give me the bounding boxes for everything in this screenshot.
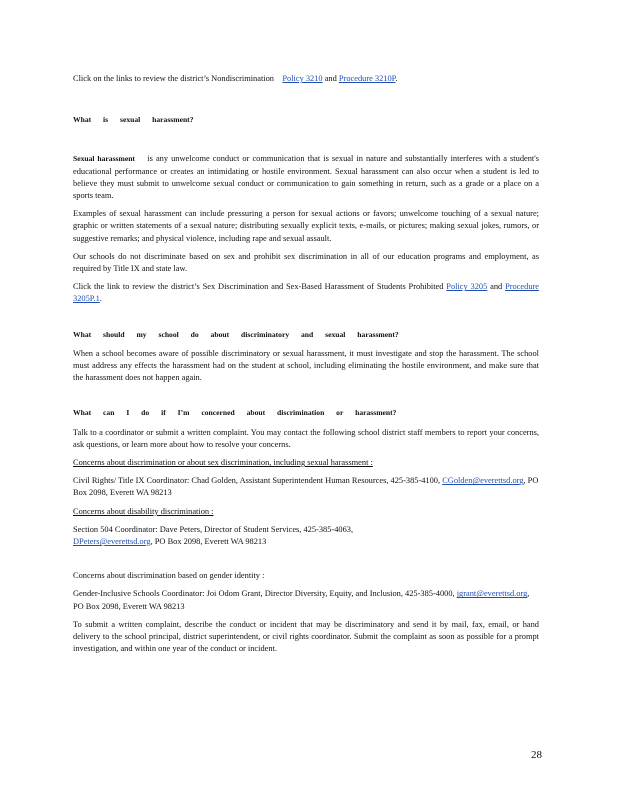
term-sexual-harassment: Sexual harassment [73, 154, 135, 164]
paragraph-sexual-harassment-definition: Sexual harassment is any unwelcome conduct or communication that is sexual in nature and substantially interferes with a student's educational performance or creates an intimidating or hostile environment. Sexual harassment can also occur when a student is led to believe they must submit to unwelcome sexual conduct or communication to gain something in return, such as a grade or a place on a sports team. [73, 154, 540, 201]
subheading-gender-identity: Concerns about discrimination based on gender identity : [73, 571, 265, 581]
paragraph-examples: Examples of sexual harassment can include pressuring a person for sexual actions or favors; unwelcome touching of a sexual nature; graphic or written statements of a sexual nature; distributing sexually explicit texts, e-mails, or pictures; making sexual jokes, rumors, or suggestive remarks; and physical violence, including rape and sexual assault. [73, 209, 539, 243]
paragraph-nondiscrimination: Our schools do not discriminate based on sex and prohibit sex discrimination in all of our education programs and employment, as required by Title IX and state law. [73, 251, 539, 274]
page-number: 28 [531, 749, 542, 761]
jgrant-email-link[interactable]: jgrant@everettsd.org [456, 589, 528, 599]
cgolden-email-link[interactable]: CGolden@everettsd.org [442, 476, 524, 486]
intro-paragraph: Click on the links to review the district’s Nondiscrimination Policy 3210 and Procedure 3210P. [73, 74, 398, 83]
policy-3210-link[interactable]: Policy 3210 [282, 74, 323, 83]
contact-title-ix-coordinator: Civil Rights/ Title IX Coordinator: Chad Golden, Assistant Superintendent Human Resources, 425-385-4100, CGolden@everettsd.org, PO Box 2098, Everett WA 98213 [73, 476, 539, 498]
paragraph-policy-3205: Click the link to review the district’s Sex Discrimination and Sex-Based Harassment of Students Prohibited Policy 3205 and Procedure 3205P.1. [73, 282, 540, 304]
procedure-3205p1-link[interactable]: Procedure 3205P.1 [73, 282, 540, 304]
procedure-3210p-link[interactable]: Procedure 3210P [338, 74, 396, 83]
heading-what-can-i-do: What can I do if I’m concerned about discrimination or harassment? [73, 408, 397, 418]
heading-what-should-my-school-do: What should my school do about discriminatory and sexual harassment? [73, 329, 399, 339]
paragraph-talk-to-coordinator: Talk to a coordinator or submit a written complaint. You may contact the following school district staff members to report your concerns, ask questions, or learn more about how to resolve your concerns. [73, 427, 539, 449]
subheading-disability-discrimination: Concerns about disability discrimination : [73, 506, 214, 516]
contact-section-504-coordinator: Section 504 Coordinator: Dave Peters, Director of Student Services, 425-385-4063, DPeters@everettsd.org, PO Box 2098, Everett WA 98213 [73, 524, 354, 547]
intro-text: Click on the links to review the district’s Nondiscrimination [73, 74, 274, 83]
contact-gender-inclusive-coordinator: Gender-Inclusive Schools Coordinator: Joi Odom Grant, Director Diversity, Equity, and Inclusion, 425-385-4000, jgrant@everettsd.org, PO Box 2098, Everett WA 98213 [73, 589, 530, 611]
paragraph-school-response: When a school becomes aware of possible discriminatory or sexual harassment, it must investigate and stop the harassment. The school must address any effects the harassment had on the student at school, including eliminating the hostile environment, and make sure that the harassment does not happen again. [73, 348, 539, 383]
dpeters-email-link[interactable]: DPeters@everettsd.org [73, 537, 151, 547]
heading-what-is-sexual-harassment: What is sexual harassment? [73, 115, 194, 125]
subheading-sex-discrimination: Concerns about discrimination or about sex discrimination, including sexual harassment : [73, 458, 373, 468]
paragraph-submit-complaint: To submit a written complaint, describe the conduct or incident that may be discriminatory and send it by mail, fax, email, or hand delivery to the school principal, district superintendent, or civil rights coordinator. Submit the complaint as soon as possible for a prompt investigation, and within one year of the conduct or incident. [73, 619, 539, 654]
document-body [73, 73, 539, 656]
policy-3205-link[interactable]: Policy 3205 [446, 282, 488, 292]
